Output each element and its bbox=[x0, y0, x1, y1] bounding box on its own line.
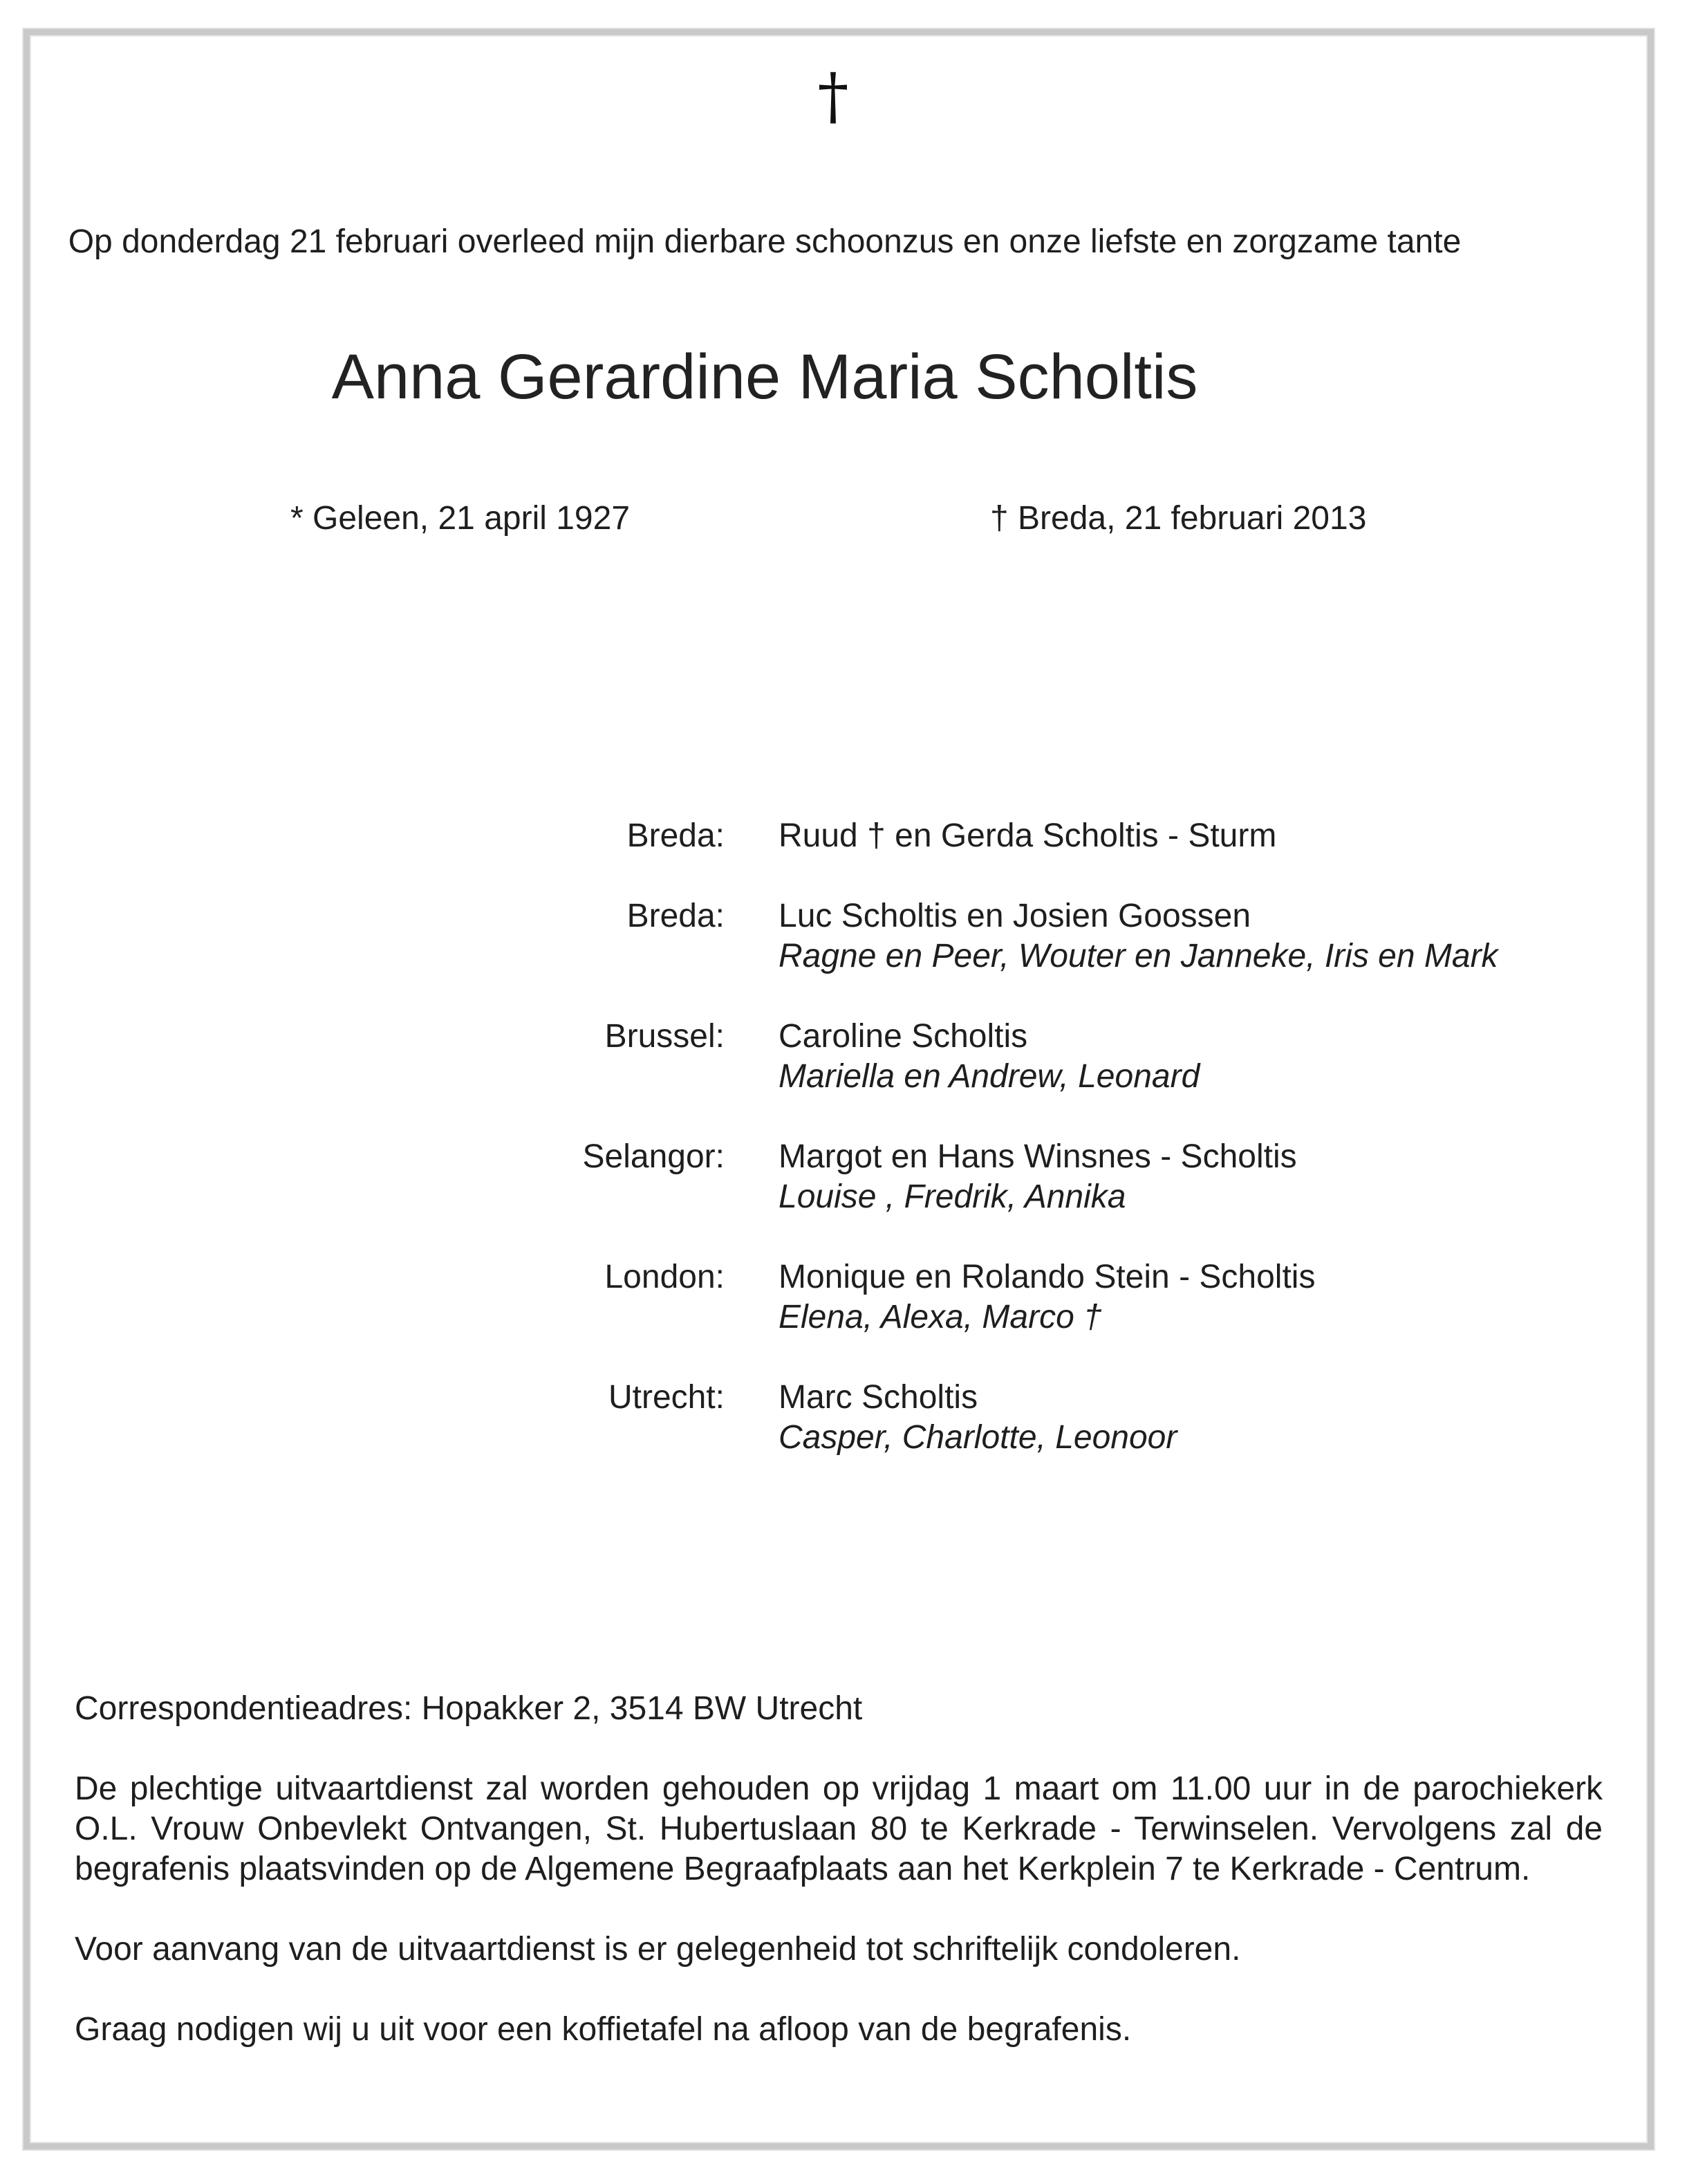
family-names: Marc Scholtis bbox=[779, 1379, 978, 1416]
family-entry bbox=[484, 816, 1590, 856]
family-list bbox=[484, 816, 1590, 1498]
family-names: Caroline Scholtis bbox=[779, 1018, 1028, 1055]
intro-text: Op donderdag 21 februari overleed mijn dierbare schoonzus en onze liefste en zorgzame tante bbox=[68, 223, 1462, 260]
condolence-note: Voor aanvang van de uitvaartdienst is er gelegenheid tot schriftelijk condoleren. bbox=[75, 1931, 1241, 1968]
family-children: Elena, Alexa, Marco † bbox=[779, 1299, 1102, 1335]
family-names: Luc Scholtis en Josien Goossen bbox=[779, 898, 1251, 934]
family-place: Breda: bbox=[626, 898, 725, 934]
family-children: Casper, Charlotte, Leonoor bbox=[779, 1419, 1177, 1456]
family-entry bbox=[484, 1257, 1590, 1338]
family-entry bbox=[484, 1017, 1590, 1097]
family-children: Louise , Fredrik, Annika bbox=[779, 1178, 1126, 1215]
family-names: Monique en Rolando Stein - Scholtis bbox=[779, 1259, 1316, 1295]
service-details: De plechtige uitvaartdienst zal worden gehouden op vrijdag 1 maart om 11.00 uur in de parochiekerk O.L. Vrouw Onbevlekt Ontvangen, St. Hubertuslaan 80 te Kerkrade - Terwinselen. Vervolgens zal de begrafenis plaatsvinden op de Algemene Begraafplaats aan het Kerkplein 7 te Kerkrade - Centrum. bbox=[75, 1770, 1603, 1887]
family-children: Mariella en Andrew, Leonard bbox=[779, 1058, 1200, 1095]
family-entry bbox=[484, 1137, 1590, 1217]
coffee-note: Graag nodigen wij u uit voor een koffietafel na afloop van de begrafenis. bbox=[75, 2011, 1132, 2048]
family-names: Ruud † en Gerda Scholtis - Sturm bbox=[779, 817, 1277, 854]
correspondence-address: Correspondentieadres: Hopakker 2, 3514 BW Utrecht bbox=[75, 1690, 863, 1727]
family-children: Ragne en Peer, Wouter en Janneke, Iris en Mark bbox=[779, 938, 1498, 974]
family-place: Utrecht: bbox=[608, 1379, 725, 1416]
deceased-name: Anna Gerardine Maria Scholtis bbox=[331, 342, 1198, 412]
family-entry bbox=[484, 1378, 1590, 1458]
family-place: Brussel: bbox=[604, 1018, 725, 1055]
family-names: Margot en Hans Winsnes - Scholtis bbox=[779, 1138, 1297, 1175]
death-info: † Breda, 21 februari 2013 bbox=[990, 500, 1367, 537]
cross-icon: † bbox=[817, 60, 849, 133]
footer-text bbox=[75, 1689, 1603, 2090]
family-entry bbox=[484, 896, 1590, 977]
family-place: Breda: bbox=[626, 817, 725, 854]
family-place: London: bbox=[604, 1259, 725, 1295]
family-place: Selangor: bbox=[582, 1138, 725, 1175]
birth-info: * Geleen, 21 april 1927 bbox=[290, 500, 631, 537]
